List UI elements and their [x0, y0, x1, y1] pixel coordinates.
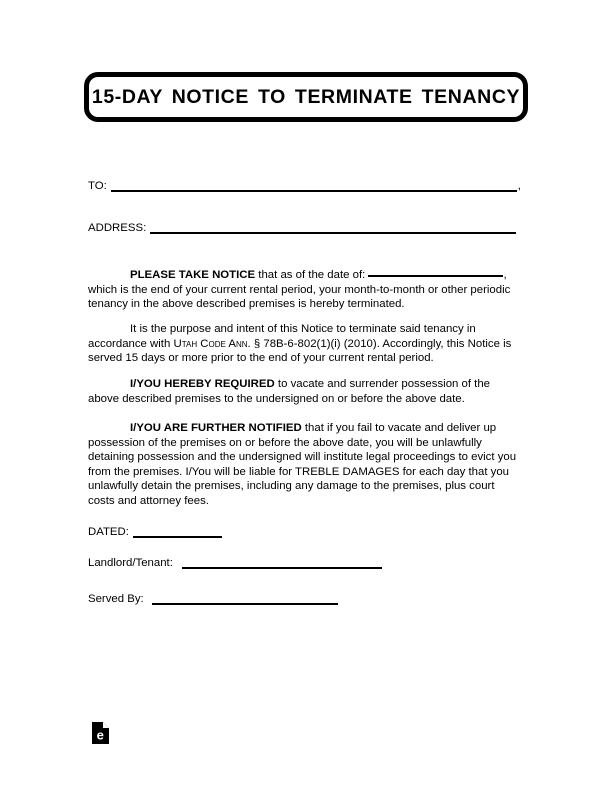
landlord-tenant-field-row — [88, 557, 382, 570]
paragraph-hereby-required — [88, 377, 522, 406]
address-field-row — [88, 222, 516, 235]
address-input-line[interactable] — [150, 222, 516, 234]
landlord-tenant-label: Landlord/Tenant: — [88, 557, 173, 569]
please-take-notice-lead: PLEASE TAKE NOTICE — [130, 269, 256, 281]
eforms-logo-letter: e — [96, 727, 104, 743]
p4-rest: that if you fail to vacate and deliver up possession of the premises on or before the above date, you will be unlawfully detaining possession and the undersigned will institute legal proceedings to evict you from the premises. I/You will be liable for TREBLE DAMAGES for each day that you unlawfully detain the premises, including any damage to the premises, plus court costs and attorney fees. — [88, 422, 517, 507]
to-label: TO: — [88, 180, 107, 192]
served-by-field-row — [88, 593, 338, 606]
p1-rest: which is the end of your current rental period, your month-to-month or other periodic tenancy in the above described premises is hereby terminated. — [88, 283, 511, 311]
paragraph-please-take-notice — [88, 266, 522, 312]
dated-field-row — [88, 526, 222, 539]
p2-part1: It is the purpose and intent of this Notice to terminate said tenancy in accordance with — [88, 323, 476, 350]
landlord-tenant-input-line[interactable] — [182, 557, 382, 569]
page-title: 15-DAY NOTICE TO TERMINATE TENANCY — [91, 85, 521, 108]
hereby-required-lead: I/YOU HEREBY REQUIRED — [130, 378, 275, 390]
statute-citation-name: Utah Code Ann. — [173, 337, 251, 350]
to-trailing-comma: , — [517, 180, 521, 192]
p1-after-blank: , — [503, 269, 507, 281]
further-notified-lead: I/YOU ARE FURTHER NOTIFIED — [130, 422, 302, 434]
eforms-document-icon — [92, 722, 109, 744]
dated-label: DATED: — [88, 526, 129, 538]
address-label: ADDRESS: — [88, 222, 147, 234]
p3-rest: to vacate and surrender possession of the above described premises to the undersigned on or before the above date. — [88, 378, 491, 405]
p2-part2: § 78B-6-802(1)(i) (2010). Accordingly, this Notice is served 15 days or more prior to the end of your current rental period. — [88, 337, 512, 365]
to-input-line[interactable] — [111, 180, 517, 192]
served-by-input-line[interactable] — [152, 593, 338, 605]
paragraph-further-notified — [88, 421, 522, 509]
paragraph-purpose-and-intent — [88, 322, 522, 366]
date-input-line[interactable] — [368, 266, 503, 277]
dated-input-line[interactable] — [133, 526, 222, 538]
title-banner — [84, 72, 528, 122]
to-field-row — [88, 180, 521, 193]
served-by-label: Served By: — [88, 593, 144, 605]
eforms-document-icon-svg — [92, 722, 109, 744]
p1-before-blank: that as of the date of: — [255, 269, 366, 281]
